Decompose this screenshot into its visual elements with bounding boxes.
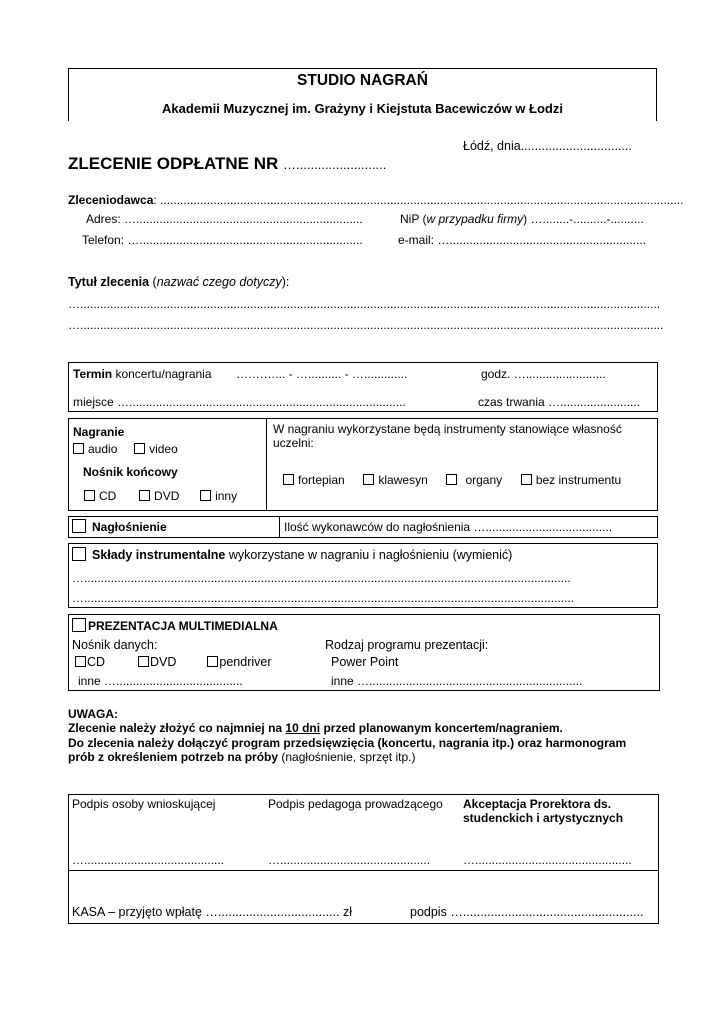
amplification-row [72, 519, 167, 534]
nip-field[interactable]: …........-..........-.......... [530, 212, 644, 226]
ensembles-field-2[interactable]: …................................................................................................................................................... [72, 591, 575, 605]
program-other-line [331, 674, 582, 688]
address-field[interactable]: ….................................................................... [124, 212, 363, 226]
ensembles-field-1[interactable]: ….................................................................................................................................................. [72, 571, 571, 585]
place-date[interactable]: Łódź, dnia................................ [463, 139, 632, 153]
client-field[interactable]: : ............................................................................................................................................................. [153, 193, 684, 207]
performers-count-line [284, 520, 612, 534]
cash-amount-field[interactable]: …................................... [205, 905, 340, 919]
audio-label: audio [88, 442, 118, 456]
client-label: Zleceniodawca [68, 193, 154, 207]
cash-line [72, 905, 352, 919]
no-instrument-label: bez instrumentu [535, 473, 622, 487]
time-label: godz. [481, 367, 511, 381]
term-rest: koncertu/nagrania [112, 367, 212, 381]
phone-label: Telefon: [82, 233, 125, 247]
time-line [481, 367, 606, 381]
program-value: Power Point [331, 655, 399, 669]
notice-deadline: 10 dni [285, 721, 321, 735]
notice-title: UWAGA: [68, 707, 118, 721]
instruments-text-2: uczelni: [273, 436, 314, 450]
place-label: miejsce [73, 395, 114, 409]
duration-label: czas trwania [478, 395, 545, 409]
order-subject-line [68, 275, 289, 289]
notice-line-3-bold: prób z określeniem potrzeb na próby [68, 750, 279, 764]
ensembles-title [72, 547, 512, 562]
video-checkbox[interactable] [134, 443, 145, 454]
multimedia-title: PREZENTACJA MULTIMEDIALNA [88, 619, 278, 633]
phone-line [82, 233, 363, 247]
mm-cd-label: CD [87, 655, 106, 669]
performers-count-field[interactable]: …...................................... [473, 520, 613, 534]
subject-note: nazwać czego dotyczy [156, 275, 282, 289]
subject-field-2[interactable]: …............................................................................................................................................................................... [68, 318, 664, 332]
ensembles-rest: wykorzystane w nagraniu i nagłośnieniu (wymienić) [225, 548, 513, 562]
duration-line [478, 395, 640, 409]
audio-checkbox[interactable] [73, 443, 84, 454]
media-other-label: inne [78, 674, 101, 688]
header-top-line [68, 68, 657, 69]
media-other-line [78, 674, 243, 688]
phone-field[interactable]: …................................................................... [127, 233, 363, 247]
cash-sign-label: podpis [410, 905, 447, 919]
ensembles-bold: Składy instrumentalne [92, 548, 226, 562]
mm-dvd-label: DVD [150, 655, 177, 669]
term-date-field[interactable]: …….…... - ….......... - …............. [236, 367, 408, 381]
organ-checkbox[interactable] [446, 474, 457, 485]
client-line [68, 193, 683, 207]
notice-line-1 [68, 721, 563, 735]
nip-note: w przypadku firmy [426, 212, 524, 226]
amplification-label: Nagłośnienie [92, 520, 167, 534]
video-label: video [149, 442, 178, 456]
ensembles-checkbox[interactable] [72, 547, 86, 561]
order-number[interactable]: …......................... [283, 157, 387, 172]
cash-currency: zł [342, 905, 352, 919]
program-label: Rodzaj programu prezentacji: [325, 638, 489, 652]
harpsichord-label: klawesyn [378, 473, 428, 487]
mm-cd-checkbox[interactable] [75, 656, 86, 667]
program-other-field[interactable]: …................................................................ [357, 674, 583, 688]
recording-divider [266, 418, 267, 510]
amplification-divider [279, 516, 280, 537]
duration-field[interactable]: …........................ [548, 395, 641, 409]
place-field[interactable]: …................................................................................... [117, 395, 406, 409]
studio-title: STUDIO NAGRAŃ [297, 72, 428, 89]
notice-line-1a: Zlecenie należy złożyć co najmniej na [68, 721, 286, 735]
email-label: e-mail: [398, 233, 435, 247]
performers-count-label: Ilość wykonawców do nagłośnienia [284, 520, 471, 534]
subject-label: Tytuł zlecenia [68, 275, 150, 289]
piano-label: fortepian [298, 473, 345, 487]
nip-label: NiP ( [400, 212, 427, 226]
cd-label: CD [99, 489, 117, 503]
cash-sign-field[interactable]: ….................................................... [450, 905, 644, 919]
nip-close: ) [523, 212, 528, 226]
multimedia-checkbox[interactable] [72, 618, 86, 632]
applicant-signature-field[interactable]: ….......................................... [72, 853, 225, 867]
mm-pendrive-label: pendriver [219, 655, 272, 669]
term-label [73, 367, 212, 381]
cd-checkbox[interactable] [84, 490, 95, 501]
medium-row [84, 489, 237, 503]
email-field[interactable]: …........................................................... [437, 233, 647, 247]
nip-line [400, 212, 644, 226]
notice-line-2: Do zlecenia należy dołączyć program przedsięwzięcia (koncertu, nagrania itp.) oraz harmonogram [68, 736, 627, 750]
notice-line-3-rest: (nagłośnienie, sprzęt itp.) [278, 750, 416, 764]
program-other-label: inne [331, 674, 354, 688]
mm-pendrive-checkbox[interactable] [207, 656, 218, 667]
media-label: Nośnik danych: [72, 638, 158, 652]
recording-type-row [73, 442, 178, 456]
signatures-divider [68, 870, 658, 871]
place-line [73, 395, 406, 409]
medium-title: Nośnik końcowy [83, 465, 178, 479]
amplification-checkbox[interactable] [72, 519, 86, 533]
email-line [398, 233, 646, 247]
subject-close: ): [281, 275, 290, 289]
dvd-label: DVD [154, 489, 180, 503]
no-instrument-checkbox[interactable] [521, 474, 532, 485]
harpsichord-checkbox[interactable] [363, 474, 374, 485]
dvd-checkbox[interactable] [139, 490, 150, 501]
teacher-signature-field[interactable]: …............................................. [268, 853, 431, 867]
applicant-signature-label: Podpis osoby wnioskującej [72, 797, 216, 811]
academy-subtitle: Akademii Muzycznej im. Grażyny i Kiejstuta Bacewiczów w Łodzi [162, 101, 563, 116]
media-row [75, 655, 272, 669]
prorector-label-1: Akceptacja Prorektora ds. [463, 797, 612, 811]
cash-label: KASA – przyjęto wpłatę [72, 905, 202, 919]
multimedia-title-row [72, 618, 278, 633]
media-other-field[interactable]: …...................................... [104, 674, 243, 688]
instruments-row [283, 473, 621, 487]
subject-field-1[interactable]: ….............................................................................................................................................................................. [68, 297, 661, 311]
teacher-signature-label: Podpis pedagoga prowadzącego [268, 797, 443, 811]
mm-dvd-checkbox[interactable] [138, 656, 149, 667]
notice-line-3 [68, 750, 415, 764]
instruments-text-1: W nagraniu wykorzystane będą instrumenty stanowiące własność [273, 422, 622, 436]
piano-checkbox[interactable] [283, 474, 294, 485]
prorector-label-2: studenckich i artystycznych [463, 811, 624, 825]
order-title: ZLECENIE ODPŁATNE NR [68, 154, 279, 173]
other-checkbox[interactable] [200, 490, 211, 501]
time-field[interactable]: …........................ [513, 367, 606, 381]
other-label: inny [215, 489, 238, 503]
address-line [86, 212, 363, 226]
notice-line-1b: przed planowanym koncertem/nagraniem. [320, 721, 563, 735]
cash-sign-line [410, 905, 643, 919]
recording-title: Nagranie [73, 425, 125, 439]
prorector-signature-field[interactable]: …............................................... [463, 853, 632, 867]
address-label: Adres: [86, 212, 121, 226]
organ-label: organy [465, 473, 503, 487]
order-title-line [68, 154, 386, 174]
term-bold: Termin [73, 367, 113, 381]
subject-open: ( [149, 275, 157, 289]
